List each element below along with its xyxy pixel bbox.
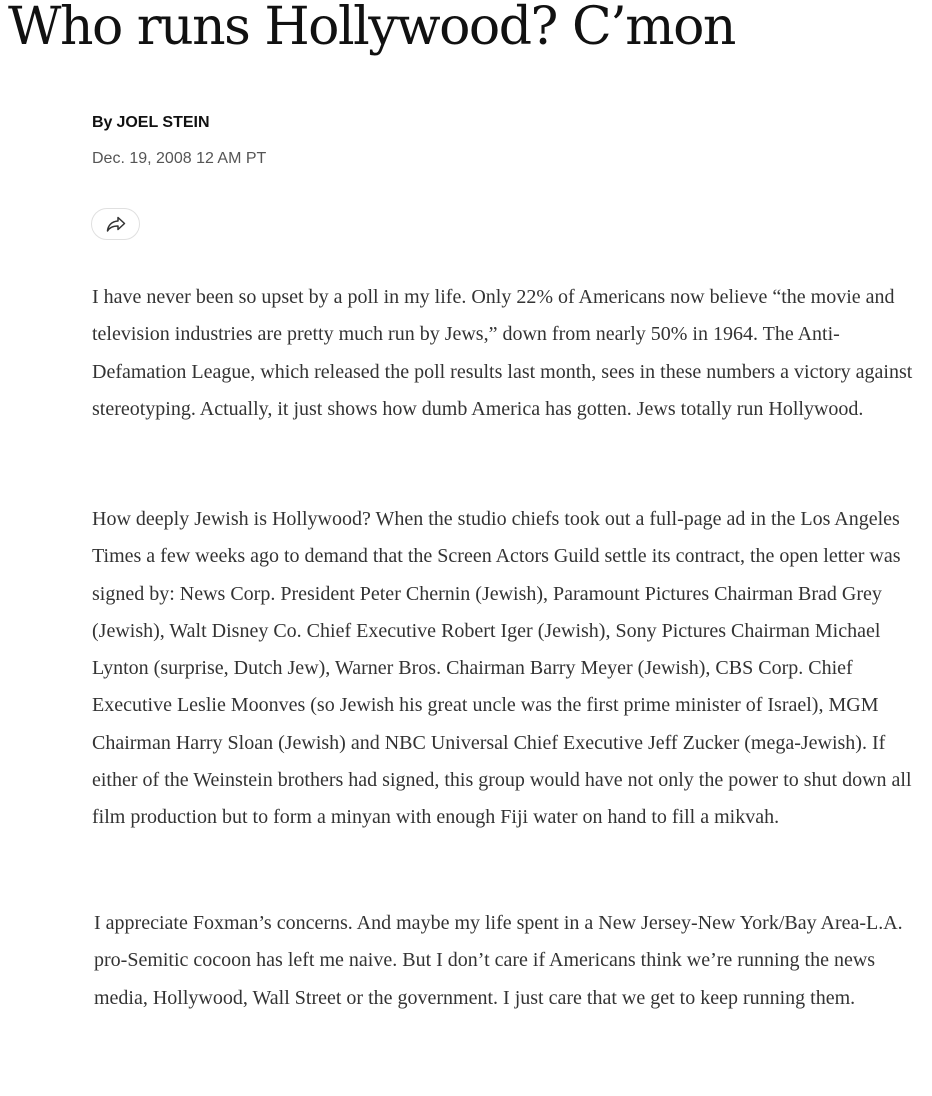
share-button[interactable] xyxy=(91,208,140,240)
share-arrow-icon xyxy=(105,215,127,233)
article-paragraph: I have never been so upset by a poll in my life. Only 22% of Americans now believe “the movie and television industries are pretty much run by Jews,” down from nearly 50% in 1964. The Anti-Defamation League, which released the poll results last month, sees in these numbers a victory against stereotyping. Actually, it just shows how dumb America has gotten. Jews totally run Hollywood. xyxy=(92,286,913,420)
publish-timestamp: Dec. 19, 2008 12 AM PT xyxy=(92,150,267,167)
headline: Who runs Hollywood? C’mon xyxy=(8,0,735,57)
article-paragraph: I appreciate Foxman’s concerns. And maybe my life spent in a New Jersey-New York/Bay Area-L.A. pro-Semitic cocoon has left me naive. But I don’t care if Americans think we’re running the news media, Hollywood, Wall Street or the government. I just care that we get to keep running them. xyxy=(94,912,903,1009)
author-link[interactable]: JOEL STEIN xyxy=(116,114,210,131)
byline xyxy=(92,112,210,134)
byline-prefix: By xyxy=(92,114,113,131)
article-paragraph: How deeply Jewish is Hollywood? When the studio chiefs took out a full-page ad in the Los Angeles Times a few weeks ago to demand that the Screen Actors Guild settle its contract, the open letter was signed by: News Corp. President Peter Chernin (Jewish), Paramount Pictures Chairman Brad Grey (Jewish), Walt Disney Co. Chief Executive Robert Iger (Jewish), Sony Pictures Chairman Michael Lynton (surprise, Dutch Jew), Warner Bros. Chairman Barry Meyer (Jewish), CBS Corp. Chief Executive Leslie Moonves (so Jewish his great uncle was the first prime minister of Israel), MGM Chairman Harry Sloan (Jewish) and NBC Universal Chief Executive Jeff Zucker (mega-Jewish). If either of the Weinstein brothers had signed, this group would have not only the power to shut down all film production but to form a minyan with enough Fiji water on hand to fill a mikvah. xyxy=(92,508,912,829)
